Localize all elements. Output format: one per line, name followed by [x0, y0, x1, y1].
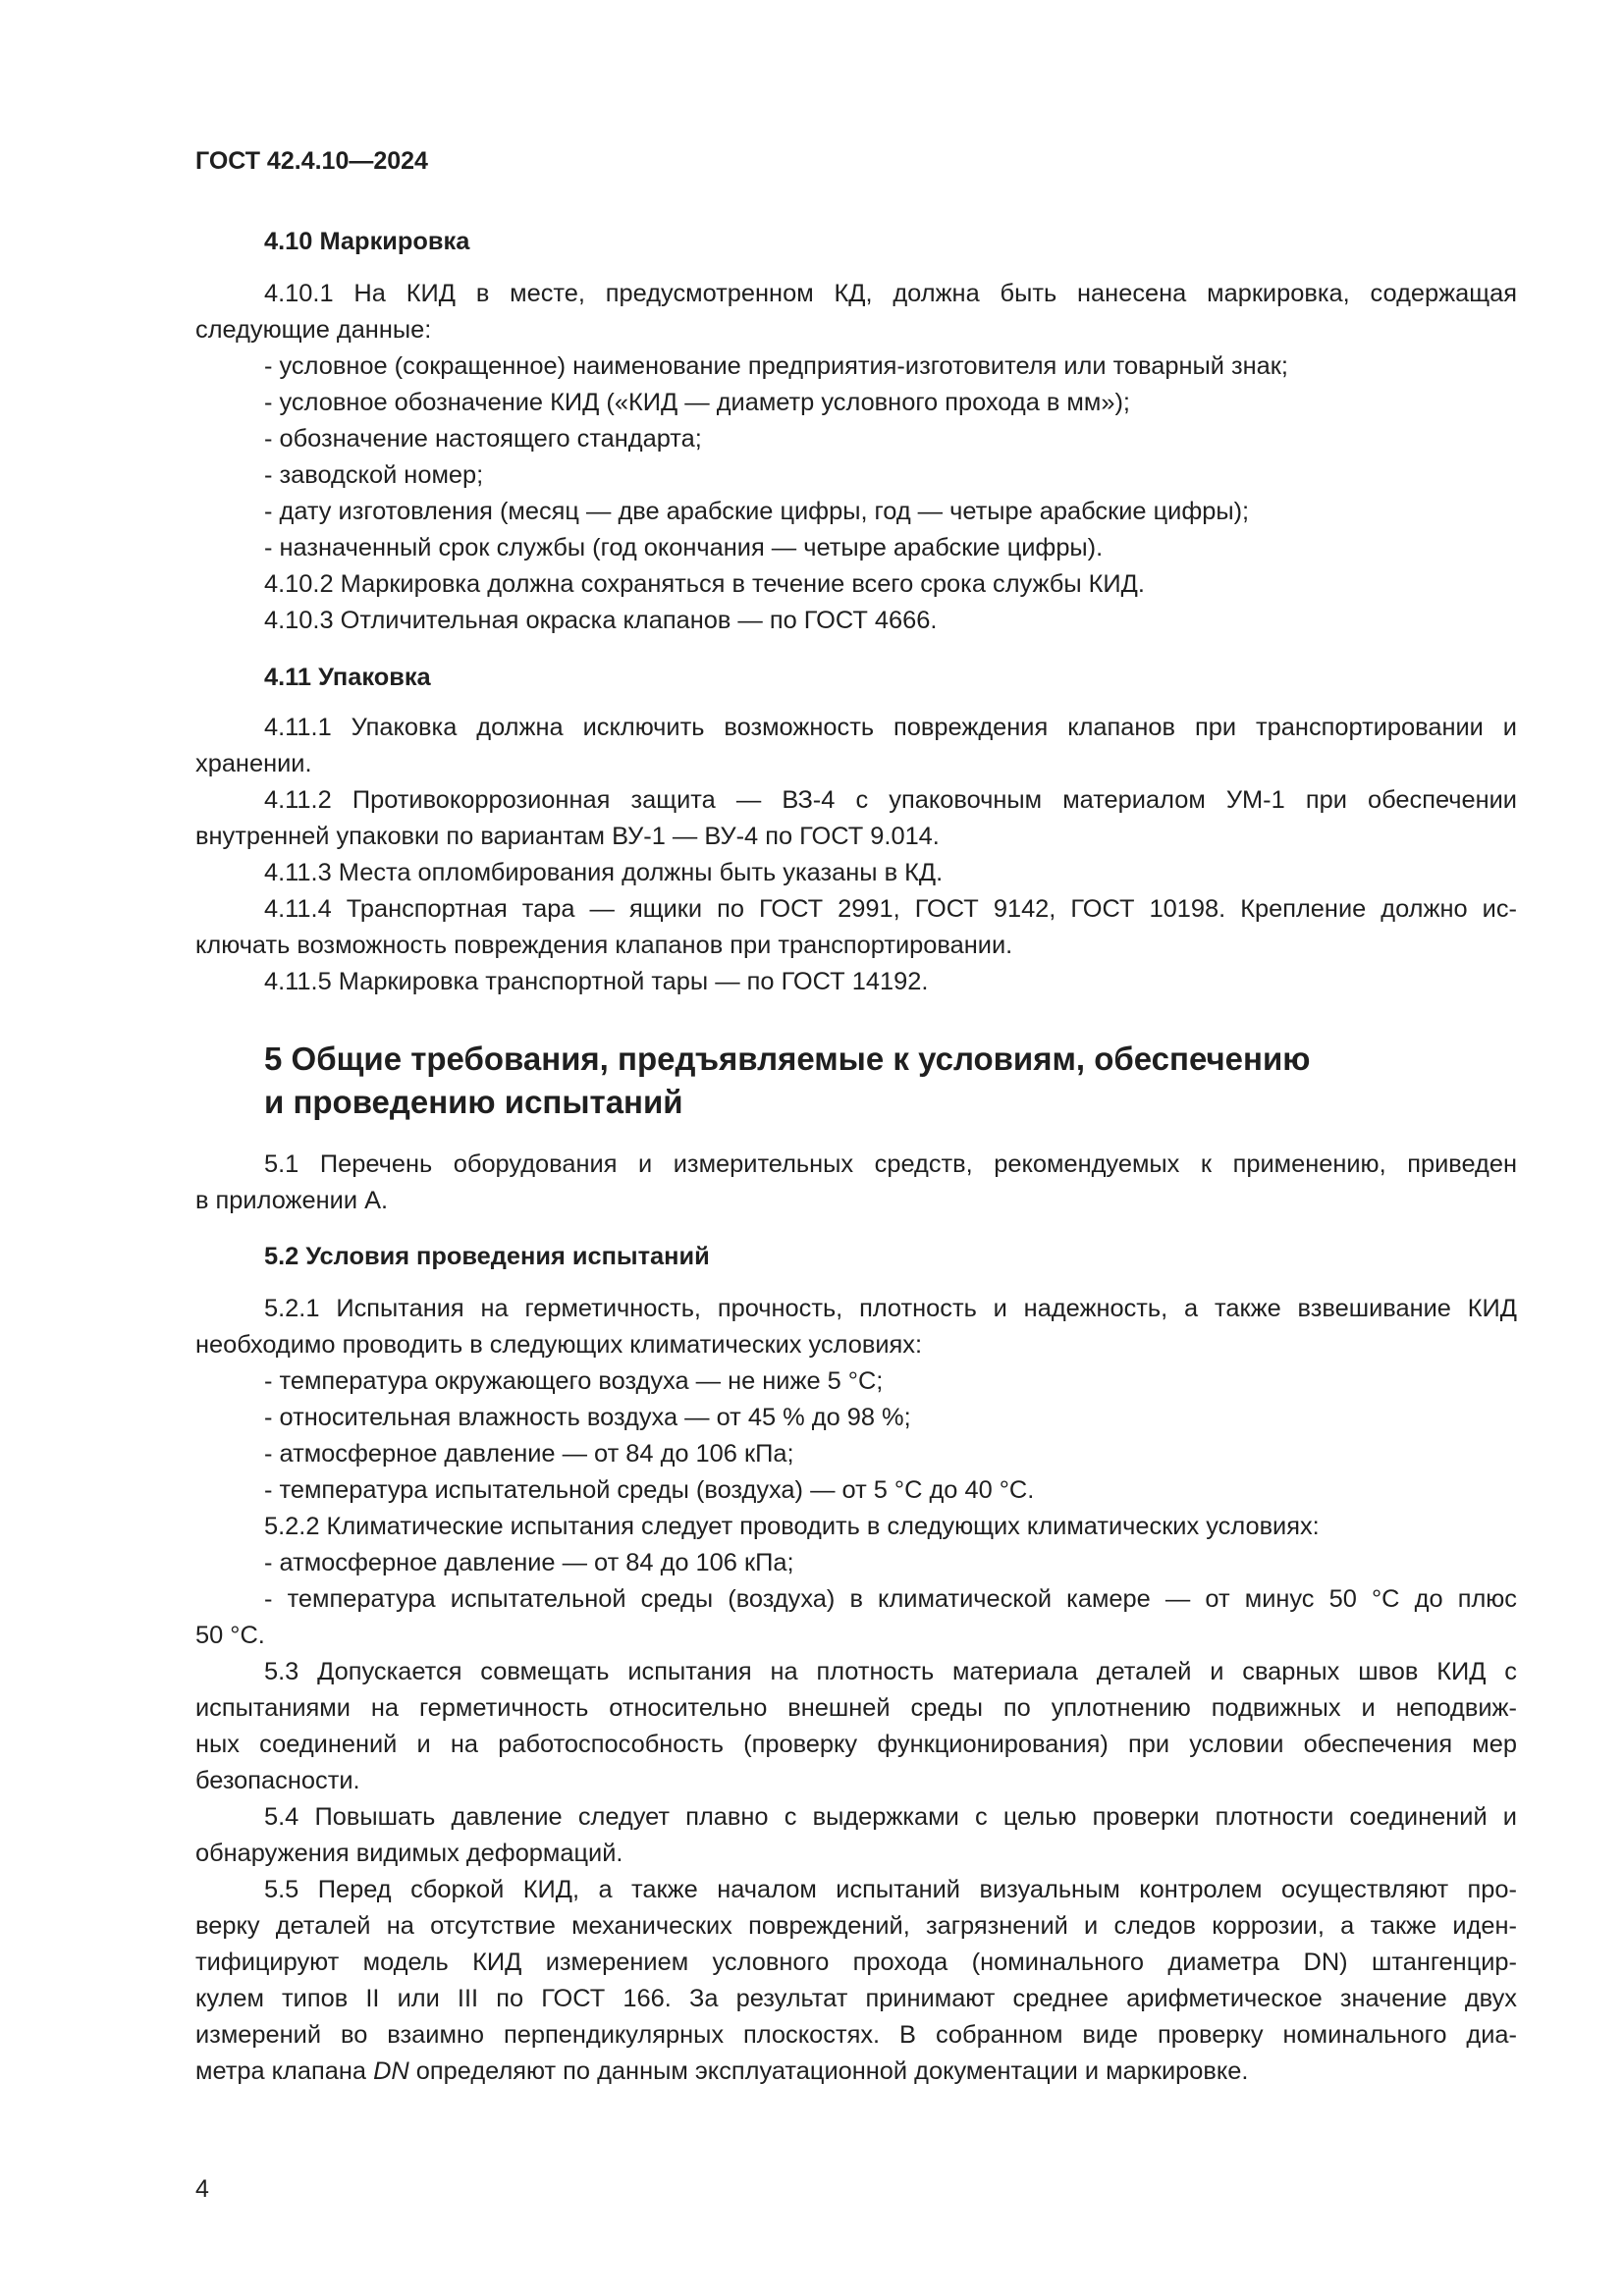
paragraph-line: 5.1 Перечень оборудования и измерительных средств, рекомендуемых к применению, приведен — [264, 1150, 1517, 1178]
paragraph-line: тифицируют модель КИД измерением условного прохода (номинального диаметра DN) штангенцир- — [195, 1949, 1517, 1976]
paragraph-line: 4.11.5 Маркировка транспортной тары — по ГОСТ 14192. — [264, 968, 929, 995]
section-heading-4-10: 4.10 Маркировка — [264, 228, 470, 255]
paragraph-line: 4.10.2 Маркировка должна сохраняться в течение всего срока службы КИД. — [264, 570, 1145, 598]
paragraph-line: ных соединений и на работоспособность (проверку функционирования) при условии обеспечения мер — [195, 1731, 1517, 1758]
paragraph-line: 50 °С. — [195, 1622, 265, 1649]
paragraph-line: хранении. — [195, 750, 312, 777]
paragraph-line: 4.10.1 На КИД в месте, предусмотренном КД, должна быть нанесена маркировка, содержащая — [264, 280, 1517, 307]
document-code-header: ГОСТ 42.4.10—2024 — [195, 147, 428, 175]
page-number: 4 — [195, 2175, 209, 2203]
paragraph-line: необходимо проводить в следующих климатических условиях: — [195, 1331, 923, 1359]
paragraph-line: испытаниями на герметичность относительно внешней среды по уплотнению подвижных и неподвиж- — [195, 1694, 1517, 1722]
paragraph-line: 5.4 Повышать давление следует плавно с выдержками с целью проверки плотности соединений и — [264, 1803, 1517, 1831]
paragraph-line: безопасности. — [195, 1767, 360, 1794]
section-5-1-body — [195, 1147, 1517, 1219]
list-item: - обозначение настоящего стандарта; — [264, 425, 702, 453]
list-item: - условное обозначение КИД («КИД — диаметр условного прохода в мм»); — [264, 389, 1130, 416]
paragraph-line: обнаружения видимых деформаций. — [195, 1840, 623, 1867]
list-item: - атмосферное давление — от 84 до 106 кПа; — [264, 1440, 794, 1468]
paragraph-line: в приложении А. — [195, 1187, 389, 1214]
paragraph-line: ключать возможность повреждения клапанов при транспортировании. — [195, 932, 1013, 959]
paragraph-line: 5.2.1 Испытания на герметичность, прочность, плотность и надежность, а также взвешивание КИД — [264, 1295, 1517, 1322]
section-heading-4-11: 4.11 Упаковка — [264, 664, 431, 691]
paragraph-line: 5.2.2 Климатические испытания следует проводить в следующих климатических условиях: — [264, 1513, 1320, 1540]
list-item: - условное (сокращенное) наименование предприятия-изготовителя или товарный знак; — [264, 352, 1288, 380]
list-item: - температура окружающего воздуха — не ниже 5 °С; — [264, 1367, 884, 1395]
paragraph-line: кулем типов II или III по ГОСТ 166. За результат принимают среднее арифметическое значение двух — [195, 1985, 1517, 2012]
section-heading-5-line1: 5 Общие требования, предъявляемые к условиям, обеспечению — [264, 1041, 1311, 1077]
paragraph-line: 4.11.1 Упаковка должна исключить возможность повреждения клапанов при транспортировании и — [264, 714, 1517, 741]
line-text: определяют по данным эксплуатационной документации и маркировке. — [408, 2057, 1249, 2085]
paragraph-line: 5.5 Перед сборкой КИД, а также началом испытаний визуальным контролем осуществляют про- — [264, 1876, 1517, 1903]
dn-symbol: DN — [373, 2057, 409, 2085]
paragraph-line: следующие данные: — [195, 316, 432, 344]
paragraph-line: внутренней упаковки по вариантам ВУ-1 — ВУ-4 по ГОСТ 9.014. — [195, 823, 940, 850]
paragraph-line: верку деталей на отсутствие механических повреждений, загрязнений и следов коррозии, а также иден- — [195, 1912, 1517, 1940]
list-item: - дату изготовления (месяц — две арабские цифры, год — четыре арабские цифры); — [264, 498, 1250, 525]
section-5-2-body — [195, 1291, 1517, 2090]
paragraph-line — [195, 2054, 1517, 2090]
line-text: метра клапана — [195, 2057, 374, 2085]
section-heading-5-line2: и проведению испытаний — [264, 1084, 683, 1120]
paragraph-line: измерений во взаимно перпендикулярных плоскостях. В собранном виде проверку номинального диа- — [195, 2021, 1517, 2049]
section-4-11-body — [195, 710, 1517, 1000]
section-4-10-body — [195, 276, 1517, 639]
list-item: - атмосферное давление — от 84 до 106 кПа; — [264, 1549, 794, 1576]
list-item: - назначенный срок службы (год окончания — четыре арабские цифры). — [264, 534, 1104, 561]
paragraph-line: 4.10.3 Отличительная окраска клапанов — по ГОСТ 4666. — [264, 607, 938, 634]
paragraph-line: 4.11.4 Транспортная тара — ящики по ГОСТ 2991, ГОСТ 9142, ГОСТ 10198. Крепление должно ис- — [264, 895, 1517, 923]
list-item: - относительная влажность воздуха — от 45 % до 98 %; — [264, 1404, 911, 1431]
paragraph-line: 4.11.3 Места опломбирования должны быть указаны в КД. — [264, 859, 944, 886]
section-heading-5-2: 5.2 Условия проведения испытаний — [264, 1243, 710, 1270]
list-item: - температура испытательной среды (воздуха) — от 5 °С до 40 °С. — [264, 1476, 1035, 1504]
paragraph-line: 4.11.2 Противокоррозионная защита — ВЗ-4 с упаковочным материалом УМ-1 при обеспечении — [264, 786, 1517, 814]
list-item: - заводской номер; — [264, 461, 484, 489]
list-item: - температура испытательной среды (воздуха) в климатической камере — от минус 50 °С до плюс — [264, 1585, 1517, 1613]
paragraph-line: 5.3 Допускается совмещать испытания на плотность материала деталей и сварных швов КИД с — [264, 1658, 1517, 1685]
